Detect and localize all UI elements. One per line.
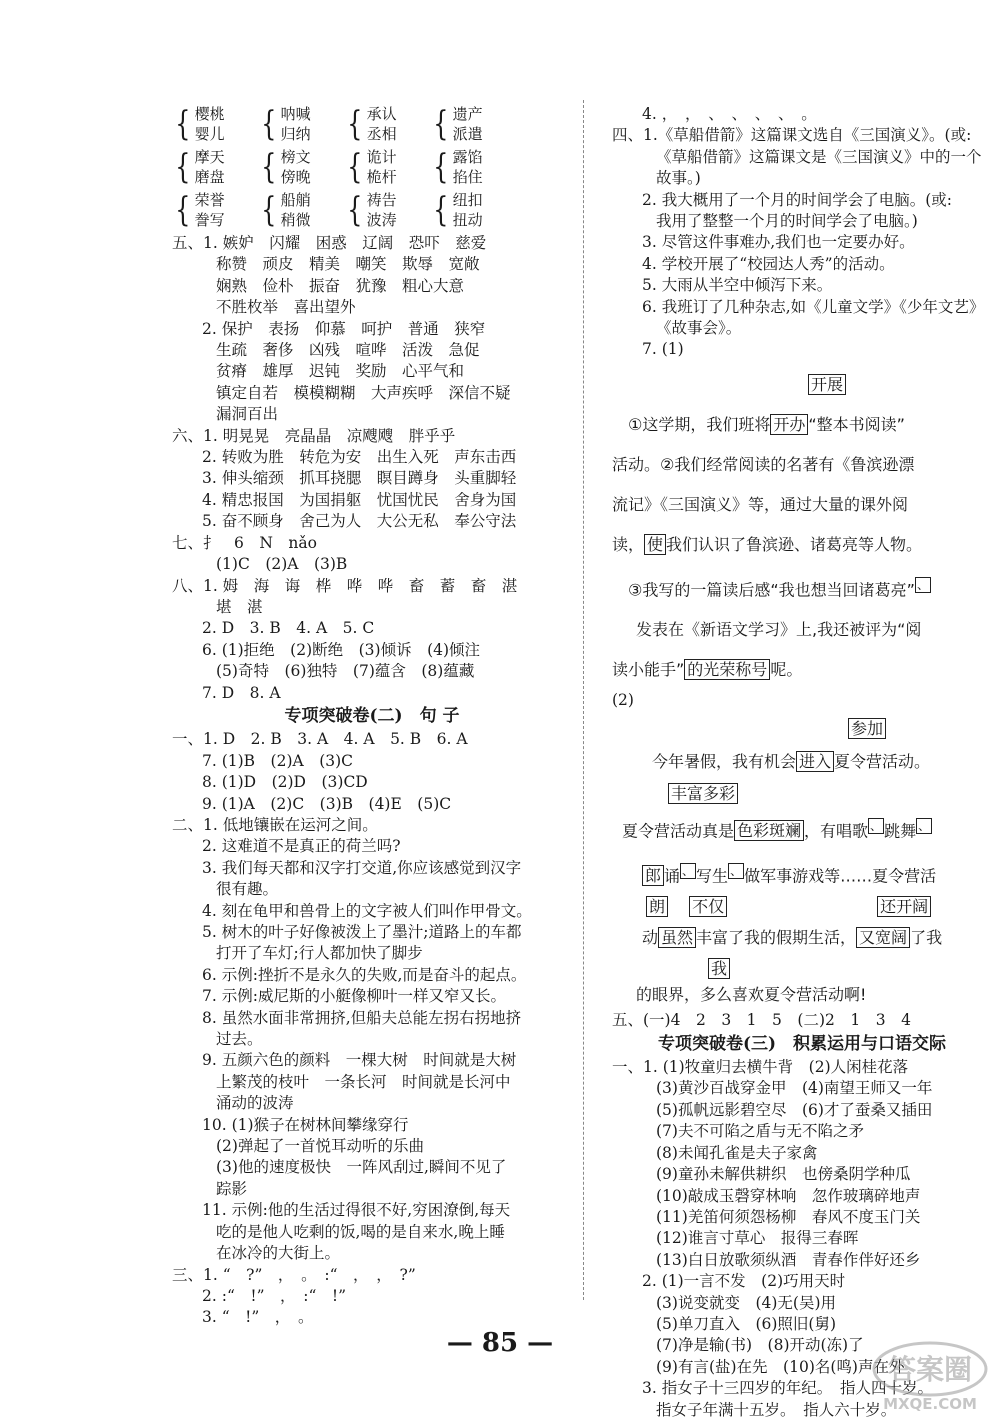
answer-line: 称赞 顽皮 精美 嘲笑 欺辱 宽敞 bbox=[216, 255, 480, 274]
answer-line: 2. (1)一言不发 (2)巧用天时 bbox=[642, 1272, 846, 1291]
word-item: 诡计 bbox=[366, 148, 397, 166]
answer-line: 6. (1)拒绝 (2)断绝 (3)倾诉 (4)倾注 bbox=[202, 640, 481, 659]
answer-line: 2. :“ !” ， :“ !” bbox=[202, 1286, 347, 1305]
answer-line: 6. 示例:挫折不是永久的失败,而是奋斗的起点。 bbox=[202, 965, 527, 984]
answer-line: 8. (1)D (2)D (3)CD bbox=[202, 773, 368, 792]
answer-line: 5. 树木的叶子好像被泼上了墨汁;道路上的车都 bbox=[202, 923, 522, 941]
word-item: 磨盘 bbox=[194, 168, 225, 186]
answer-line: 3. 伸头缩颈 抓耳挠腮 瞑目蹲身 头重脚轻 bbox=[202, 469, 517, 488]
answer-line: (12)谁言寸草心 报得三春晖 bbox=[656, 1229, 859, 1248]
error-box: 开办 bbox=[770, 414, 808, 435]
answer-line: (5)单刀直入 (6)照旧(舅) bbox=[656, 1314, 837, 1333]
answer-line: 一、1. (1)牧童归去横牛背 (2)人闲桂花落 bbox=[612, 1058, 909, 1077]
brace-icon: { bbox=[433, 104, 449, 144]
correction-label: 参加 bbox=[848, 718, 886, 739]
answer-line: 五、1. 嫉妒 闪耀 困惑 辽阔 恐吓 慈爱 bbox=[172, 234, 487, 252]
answer-line: 涌动的波涛 bbox=[216, 1094, 294, 1113]
essay-text: 流记》《三国演义》等，通过大量的课外阅 bbox=[612, 494, 909, 514]
answer-line: 六、1. 明晃晃 亮晶晶 凉飕飕 胖乎乎 bbox=[172, 426, 456, 445]
brace-icon: { bbox=[261, 147, 277, 187]
answer-line: 9. 五颜六色的颜料 一棵大树 时间就是大树 bbox=[202, 1051, 517, 1070]
correction-label: 还开阔 bbox=[877, 896, 931, 917]
word-pair-group bbox=[430, 104, 516, 144]
answer-line: 2. 转败为胜 转危为安 出生入死 声东击西 bbox=[202, 448, 517, 467]
answer-line: 2. 保护 表扬 仰慕 呵护 普通 狭窄 bbox=[202, 319, 486, 338]
answer-line: 很有趣。 bbox=[216, 880, 279, 899]
word-item: 榜文 bbox=[280, 148, 311, 166]
essay-correction-2 bbox=[612, 716, 992, 1011]
error-box: 使 bbox=[644, 534, 666, 555]
answer-line: 2. D 3. B 4. A 5. C bbox=[202, 619, 375, 638]
answer-line: 堪 湛 bbox=[216, 597, 263, 616]
answer-line: 打开了车灯;行人都加快了脚步 bbox=[216, 944, 423, 963]
word-pair-group bbox=[430, 190, 516, 230]
essay-text: ①这学期，我们班将 bbox=[628, 414, 771, 434]
brace-icon: { bbox=[261, 190, 277, 230]
answer-line: 7. D 8. A bbox=[202, 683, 281, 702]
word-pair-group bbox=[344, 104, 430, 144]
correction-label: 我 bbox=[708, 958, 730, 979]
correction-mark: 、 bbox=[918, 818, 931, 833]
watermark-logo-icon bbox=[870, 1337, 990, 1415]
brace-icon: { bbox=[347, 147, 363, 187]
answer-line: (10)敲成玉磬穿林响 忽作玻璃碎地声 bbox=[656, 1186, 921, 1205]
word-item: 波涛 bbox=[366, 211, 397, 229]
word-pair-group bbox=[258, 190, 344, 230]
answer-line: (5)奇特 (6)独特 (7)蕴含 (8)蕴藏 bbox=[216, 662, 475, 681]
left-column bbox=[172, 104, 572, 1329]
brace-icon: { bbox=[261, 104, 277, 144]
correction-label: 朗 bbox=[646, 896, 668, 917]
answer-line: 3. 尽管这件事难办,我们也一定要办好。 bbox=[642, 233, 915, 252]
answer-line: 娴熟 俭朴 振奋 犹豫 粗心大意 bbox=[216, 276, 465, 295]
word-pair-block bbox=[172, 104, 572, 230]
watermark-brand: 答案圈 bbox=[887, 1353, 973, 1386]
essay-text: 我们认识了鲁滨逊、诸葛亮等人物。 bbox=[666, 534, 923, 554]
answer-line: (11)羌笛何须怨杨柳 春风不度玉门关 bbox=[656, 1207, 921, 1226]
answer-line: (3)黄沙百战穿金甲 (4)南望王师又一年 bbox=[656, 1079, 933, 1098]
answer-line: (7)夫不可陷之盾与无不陷之矛 bbox=[656, 1122, 864, 1141]
answer-line: (9)有言(盐)在先 (10)名(鸣)声在外 bbox=[656, 1357, 905, 1376]
answer-line: (2)弹起了一首悦耳动听的乐曲 bbox=[216, 1137, 424, 1156]
answer-line: 吃的是他人吃剩的饭,喝的是自来水,晚上睡 bbox=[216, 1222, 505, 1241]
correction-mark: 、 bbox=[916, 577, 929, 592]
essay-text: ③我写的一篇读后感“我也想当回诸葛亮” bbox=[628, 580, 915, 600]
error-box: 色彩斑斓 bbox=[734, 820, 804, 841]
essay-text: “整本书阅读” bbox=[808, 414, 905, 434]
right-column bbox=[612, 104, 992, 1421]
essay-text: 动 bbox=[642, 928, 659, 948]
error-box: 进入 bbox=[796, 751, 834, 772]
answer-line: 4. 学校开展了“校园达人秀”的活动。 bbox=[642, 254, 895, 273]
word-pair-group bbox=[172, 190, 258, 230]
sub-label: (2) bbox=[612, 691, 634, 710]
essay-text: 写生 bbox=[696, 866, 729, 886]
word-item: 荣誉 bbox=[194, 191, 225, 209]
essay-text: 呢。 bbox=[770, 660, 803, 680]
answer-line: 3. 我们每天都和汉字打交道,你应该感觉到汉字 bbox=[202, 858, 522, 877]
word-pair-row bbox=[172, 190, 572, 230]
word-item: 派遣 bbox=[452, 125, 483, 143]
answer-line: 故事。) bbox=[656, 169, 701, 188]
word-pair-group bbox=[172, 104, 258, 144]
answer-line: 二、1. 低地镶嵌在运河之间。 bbox=[172, 815, 378, 834]
essay-text: 夏令营活动。 bbox=[834, 751, 931, 771]
answer-line: 专项突破卷(二) 句 子 bbox=[284, 705, 460, 726]
answer-line: 三、1. “ ?” ， 。 :“ ， ， ?” bbox=[172, 1265, 416, 1284]
answer-line: 9. (1)A (2)C (3)B (4)E (5)C bbox=[202, 794, 452, 813]
word-item: 掐住 bbox=[452, 168, 483, 186]
essay-text: 夏令营活动真是 bbox=[622, 820, 735, 840]
brace-icon: { bbox=[175, 147, 191, 187]
left-answer-lines bbox=[172, 233, 572, 1329]
answer-line: 踪影 bbox=[216, 1179, 248, 1198]
answer-line: (1)C (2)A (3)B bbox=[216, 555, 348, 574]
essay-text: 读， bbox=[612, 534, 645, 554]
answer-line: 过去。 bbox=[216, 1030, 263, 1049]
answer-line: 10. (1)猴子在树林间攀缘穿行 bbox=[202, 1115, 409, 1134]
right-top-lines bbox=[612, 104, 992, 361]
word-item: 遗产 bbox=[452, 105, 483, 123]
word-pair-group bbox=[430, 147, 516, 187]
brace-icon: { bbox=[433, 147, 449, 187]
word-item: 呐喊 bbox=[280, 105, 311, 123]
correction-label: 开展 bbox=[808, 374, 846, 395]
brace-icon: { bbox=[347, 190, 363, 230]
word-pair-row bbox=[172, 104, 572, 144]
word-pair-group bbox=[258, 147, 344, 187]
answer-line: 漏洞百出 bbox=[216, 405, 279, 424]
essay-text: 活动。②我们经常阅读的名著有《鲁滨逊漂 bbox=[612, 454, 915, 474]
word-item: 婴儿 bbox=[194, 125, 225, 143]
answer-line: 11. 示例:他的生活过得很不好,穷困潦倒,每天 bbox=[202, 1201, 511, 1220]
word-item: 稍微 bbox=[280, 211, 311, 229]
error-box: 虽然 bbox=[658, 927, 696, 948]
word-item: 纽扣 bbox=[452, 191, 483, 209]
answer-line: 五、(一)4 2 3 1 5 (二)2 1 3 4 bbox=[612, 1011, 911, 1030]
answer-line: 贫瘠 雄厚 迟钝 奖励 心平气和 bbox=[216, 362, 465, 381]
error-box: 又宽阔 bbox=[856, 927, 910, 948]
word-pair-group bbox=[344, 147, 430, 187]
essay-text: 诵 bbox=[664, 866, 681, 886]
correction-label: 不仅 bbox=[689, 896, 727, 917]
essay-text: 跳舞 bbox=[884, 820, 917, 840]
correction-mark: 、 bbox=[730, 863, 743, 878]
word-item: 祷告 bbox=[366, 191, 397, 209]
answer-line: (9)童孙未解供耕织 也傍桑阴学种瓜 bbox=[656, 1165, 911, 1184]
answer-line: 七、扌 6 N nǎo bbox=[172, 533, 317, 552]
word-item: 傍晚 bbox=[280, 168, 311, 186]
correction-mark: 、 bbox=[870, 818, 883, 833]
word-item: 归纳 bbox=[280, 125, 311, 143]
answer-line: 生疏 奢侈 凶残 喧哗 活泼 急促 bbox=[216, 341, 480, 360]
answer-line: 8. 虽然水面非常拥挤,但船夫总能左拐右拐地挤 bbox=[202, 1008, 522, 1027]
answer-line: (5)孤帆远影碧空尽 (6)才了蚕桑又插田 bbox=[656, 1100, 933, 1119]
answer-line: 指女子年满十五岁。 指人六十岁。 bbox=[656, 1400, 897, 1419]
word-item: 露馅 bbox=[452, 148, 483, 166]
correction-mark: 、 bbox=[682, 863, 695, 878]
word-item: 桅杆 bbox=[366, 168, 397, 186]
brace-icon: { bbox=[433, 190, 449, 230]
answer-line: 5. 大雨从半空中倾泻下来。 bbox=[642, 276, 833, 295]
answer-line: 4. ， ， 、 、 、 、 。 bbox=[642, 105, 817, 123]
error-box: 的光荣称号 bbox=[684, 659, 770, 680]
answer-line: 《故事会》。 bbox=[656, 319, 742, 338]
answer-line: 不胜枚举 喜出望外 bbox=[216, 298, 356, 317]
essay-text: 了我 bbox=[910, 928, 943, 948]
answer-line: 上繁茂的枝叶 一条长河 时间就是长河中 bbox=[216, 1072, 511, 1091]
essay-text: 今年暑假，我有机会 bbox=[652, 751, 797, 771]
essay-text: 丰富了我的假期生活， bbox=[696, 928, 857, 948]
word-pair-row bbox=[172, 147, 572, 187]
page-number: — 85 — bbox=[446, 1328, 554, 1358]
essay-text: ，有唱歌 bbox=[804, 820, 869, 840]
answer-line: (3)他的速度极快 一阵风刮过,瞬间不见了 bbox=[216, 1158, 507, 1177]
brace-icon: { bbox=[175, 190, 191, 230]
essay-text: 的眼界，多么喜欢夏令营活动啊! bbox=[636, 985, 867, 1005]
word-item: 扭动 bbox=[452, 211, 483, 229]
correction-label: 丰富多彩 bbox=[668, 783, 738, 804]
answer-line: 4. 精忠报国 为国捐躯 忧国忧民 舍身为国 bbox=[202, 490, 517, 509]
essay-text: 做军事游戏等……夏令营活 bbox=[744, 866, 937, 886]
brace-icon: { bbox=[347, 104, 363, 144]
essay-text: 读小能手” bbox=[612, 660, 685, 680]
word-item: 丞相 bbox=[366, 125, 397, 143]
word-item: 樱桃 bbox=[194, 105, 225, 123]
column-divider bbox=[583, 100, 584, 1300]
word-item: 船艄 bbox=[280, 191, 311, 209]
word-pair-group bbox=[172, 147, 258, 187]
answer-line: 6. 我班订了几种杂志,如《儿童文学》《少年文艺》 bbox=[642, 297, 985, 316]
essay-text: 发表在《新语文学习》上,我还被评为“阅 bbox=[636, 620, 922, 640]
answer-line: 四、1.《草船借箭》这篇课文选自《三国演义》。(或: bbox=[612, 126, 972, 145]
answer-line: (8)未闻孔雀是夫子家禽 bbox=[656, 1143, 818, 1162]
answer-line: (7)净是输(书) (8)开动(冻)了 bbox=[656, 1336, 864, 1355]
essay-correction-1 bbox=[612, 365, 992, 690]
word-item: 承认 bbox=[366, 105, 397, 123]
answer-line: 镇定自若 模模糊糊 大声疾呼 深信不疑 bbox=[216, 383, 511, 402]
word-pair-group bbox=[258, 104, 344, 144]
word-item: 誊写 bbox=[194, 211, 225, 229]
word-item: 摩天 bbox=[194, 148, 225, 166]
answer-line: 在冰冷的大街上。 bbox=[216, 1244, 341, 1263]
answer-line: (13)白日放歌须纵酒 青春作伴好还乡 bbox=[656, 1250, 921, 1269]
answer-line: 2. 我大概用了一个月的时间学会了电脑。(或: bbox=[642, 190, 952, 209]
answer-line: 7. (1)B (2)A (3)C bbox=[202, 751, 354, 770]
answer-line: 一、1. D 2. B 3. A 4. A 5. B 6. A bbox=[172, 730, 468, 749]
answer-line: 专项突破卷(三) 积累运用与口语交际 bbox=[657, 1033, 947, 1054]
answer-line: 3. “ !” ， 。 bbox=[202, 1308, 314, 1327]
answer-line: 5. 奋不顾身 舍己为人 大公无私 奉公守法 bbox=[202, 512, 517, 531]
brace-icon: { bbox=[175, 104, 191, 144]
watermark-domain: MXQE.COM bbox=[883, 1395, 977, 1413]
error-box: 郎 bbox=[642, 865, 664, 886]
answer-line: 7. (1) bbox=[642, 340, 684, 359]
answer-line: 3. 指女子十三四岁的年纪。 指人四十岁。 bbox=[642, 1379, 933, 1398]
answer-line: 2. 这难道不是真正的荷兰吗? bbox=[202, 837, 401, 856]
answer-line: 7. 示例:威尼斯的小艇像柳叶一样又窄又长。 bbox=[202, 987, 506, 1006]
answer-line: 《草船借箭》这篇课文是《三国演义》中的一个 bbox=[656, 147, 982, 166]
answer-line: 我用了整整一个月的时间学会了电脑。) bbox=[656, 212, 918, 231]
answer-line: (3)说变就变 (4)无(吴)用 bbox=[656, 1293, 837, 1312]
answer-line: 八、1. 姆 海 诲 桦 哗 哗 畜 蓄 畜 湛 bbox=[172, 576, 518, 595]
word-pair-group bbox=[344, 190, 430, 230]
answer-line: 4. 刻在龟甲和兽骨上的文字被人们叫作甲骨文。 bbox=[202, 901, 532, 920]
